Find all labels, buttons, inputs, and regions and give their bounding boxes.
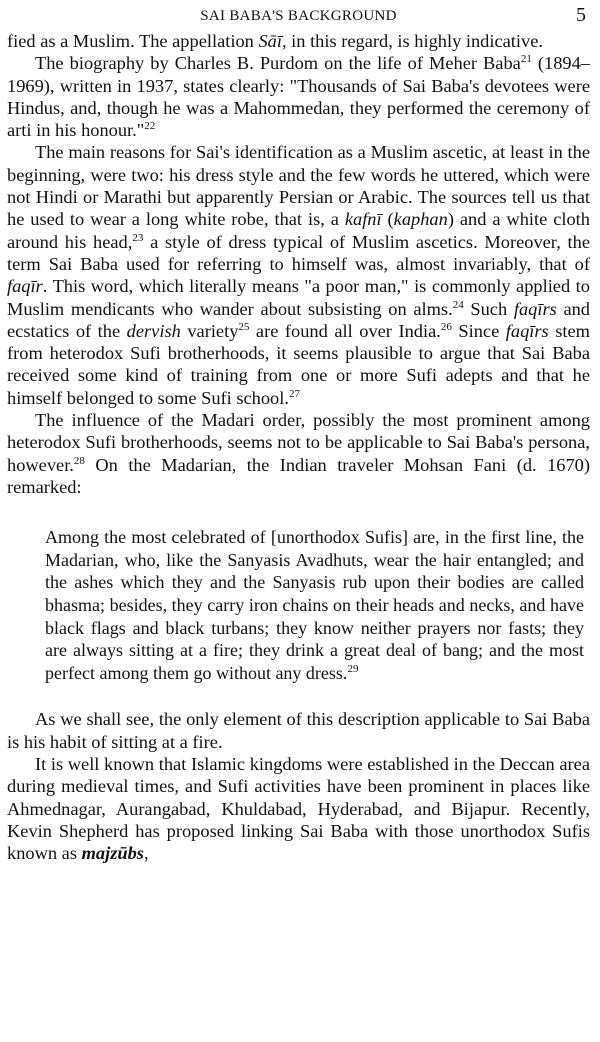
text-run: stem from heterodox Sufi brotherhoods, it seems plausible to argue that Sai Baba received some kind of training from one or more Sufi adepts and that he himself belonged to some Sufi school. bbox=[7, 320, 590, 408]
text-run: , bbox=[143, 843, 149, 864]
footnote-ref: 21 bbox=[520, 53, 532, 66]
text-run: Such bbox=[463, 298, 514, 319]
text-run: It is well known that Islamic kingdoms were established in the Deccan area during medieval times, and Sufi activities have been prominent in places like Ahmednagar, Aurangabad, Khuldabad, Hyderabad, and Bijapur. Recently, Kevin Shepherd has proposed linking Sai Baba with those unorthodox Sufis known as bbox=[7, 753, 590, 864]
footnote-ref: 22 bbox=[144, 120, 156, 133]
text-run: a style of dress typical of Muslim ascetics. Moreover, the term Sai Baba used for referring to himself was, almost invariably, that of bbox=[7, 231, 591, 274]
footnote-ref: 26 bbox=[440, 320, 452, 333]
footnote-ref: 24 bbox=[452, 298, 464, 311]
text-run: Since bbox=[451, 320, 506, 341]
text-run: ) and a white cloth around his head, bbox=[7, 209, 590, 252]
emphasis-text: majzūbs bbox=[81, 843, 144, 864]
page-number: 5 bbox=[576, 4, 586, 26]
italic-term: faqīrs bbox=[513, 298, 557, 319]
italic-term: faqīrs bbox=[505, 320, 549, 341]
paragraph bbox=[7, 409, 590, 498]
footnote-ref: 29 bbox=[347, 662, 359, 675]
footnote-ref: 25 bbox=[238, 320, 250, 333]
text-run: and ecstatics of the bbox=[7, 298, 590, 341]
text-run: , in this regard, is highly indicative. bbox=[281, 31, 543, 51]
text-run: fied as a Muslim. The appellation bbox=[7, 31, 259, 51]
text-run: Among the most celebrated of [unorthodox Sufis] are, in the first line, the Madarian, who, like the Sanyasis Avadhuts, wear the hair entangled; and the ashes which they and the Sanyasis rub upon their bodies are called bhasma; besides, they carry iron chains on their heads and necks, and have black flags and black turbans; they know neither prayers nor fasts; they are always sitting at a fire; they drink a great deal of bang; and the most perfect among them go without any dress. bbox=[45, 527, 584, 683]
body-text bbox=[7, 30, 590, 864]
text-run: (1894–1969), written in 1937, states clearly: "Thousands of Sai Baba's devotees were Hindus, and, though he was a Mahommedan, they performed the ceremony of arti in his honour." bbox=[7, 53, 590, 141]
paragraph bbox=[7, 708, 590, 753]
text-run: variety bbox=[180, 320, 239, 341]
text-run: ( bbox=[381, 209, 394, 230]
italic-term: dervish bbox=[126, 320, 181, 341]
paragraph bbox=[7, 52, 590, 141]
text-run: As we shall see, the only element of this description applicable to Sai Baba is his habit of sitting at a fire. bbox=[7, 709, 590, 752]
page-header bbox=[7, 4, 590, 26]
italic-term: kafnī bbox=[344, 209, 382, 230]
text-run: The biography by Charles B. Purdom on the life of Meher Baba bbox=[35, 53, 521, 74]
footnote-ref: 23 bbox=[132, 231, 144, 244]
text-run: The main reasons for Sai's identification as a Muslim ascetic, at least in the beginning, were two: his dress style and the few words he uttered, which were not Hindi or Marathi but apparently Persian or Arabic. The sources tell us that he used to wear a long white robe, that is, a bbox=[7, 142, 590, 230]
text-run: The influence of the Madari order, possibly the most prominent among heterodox Sufi brotherhoods, seems not to be applicable to Sai Baba's persona, however. bbox=[7, 410, 590, 475]
paragraph bbox=[7, 30, 590, 52]
italic-term: kaphan bbox=[393, 209, 448, 230]
text-run: On the Madarian, the Indian traveler Mohsan Fani (d. 1670) remarked: bbox=[7, 454, 590, 497]
text-run: are found all over India. bbox=[249, 320, 441, 341]
italic-term: Sāī bbox=[258, 31, 282, 51]
italic-term: faqīr bbox=[7, 276, 43, 297]
paragraph bbox=[7, 753, 590, 864]
paragraph bbox=[7, 141, 590, 409]
block-quote bbox=[45, 526, 584, 684]
text-run: . This word, which literally means "a poor man," is commonly applied to Muslim mendicants who wander about subsisting on alms. bbox=[7, 276, 590, 319]
footnote-ref: 28 bbox=[73, 454, 85, 467]
footnote-ref: 27 bbox=[288, 387, 300, 400]
running-head: SAI BABA'S BACKGROUND bbox=[200, 8, 397, 24]
